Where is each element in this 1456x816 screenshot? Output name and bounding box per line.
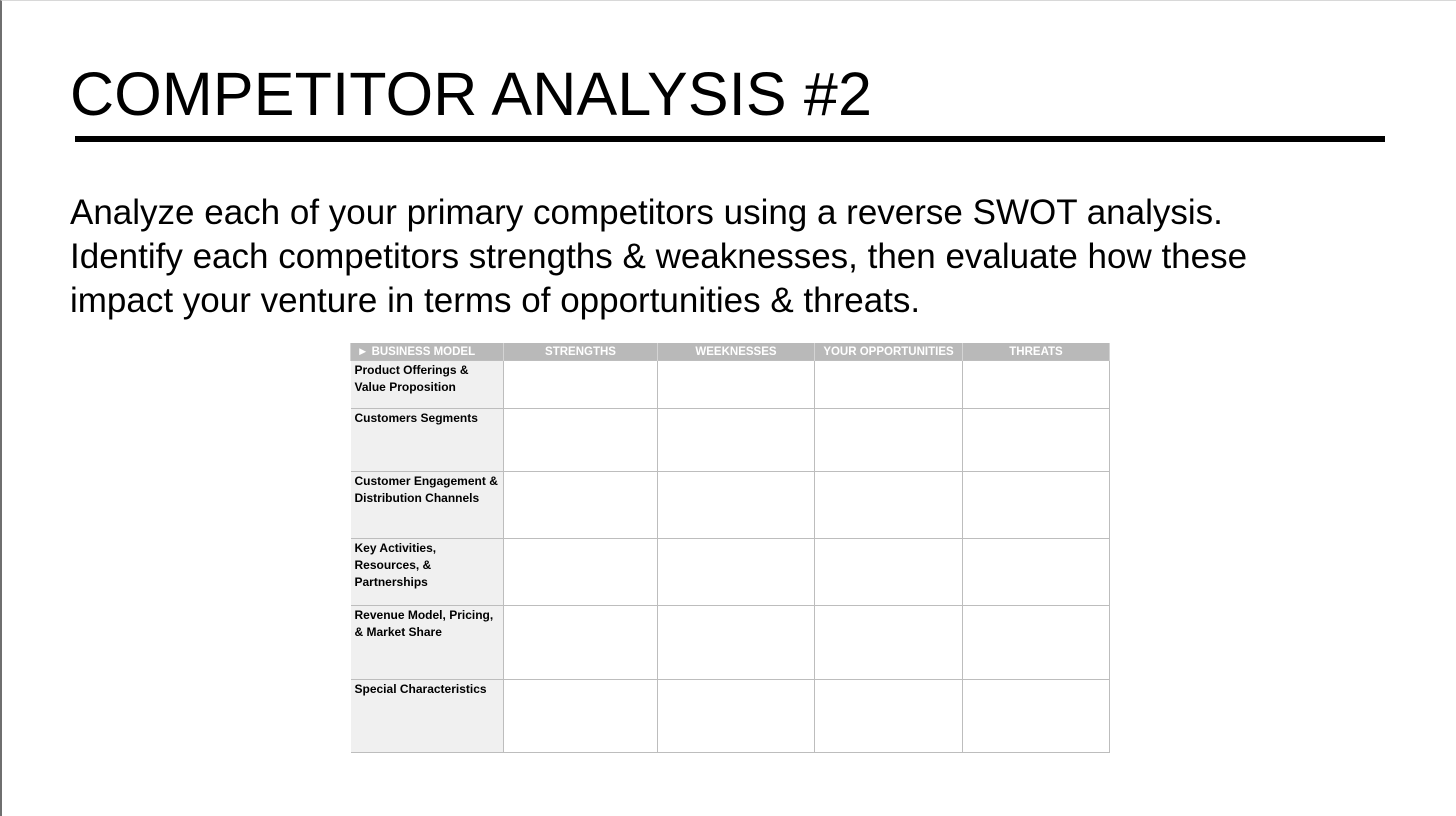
weeknesses-cell[interactable]: [658, 409, 815, 472]
threats-cell[interactable]: [963, 680, 1110, 753]
threats-cell[interactable]: [963, 606, 1110, 680]
intro-line: Identify each competitors strengths & weaknesses, then evaluate how these: [70, 237, 1248, 276]
business-model-swot-table: [350, 343, 1110, 753]
column-header-business-model: ► BUSINESS MODEL: [351, 343, 504, 361]
row-label-special-characteristics: Special Characteristics: [351, 680, 504, 753]
opportunities-cell[interactable]: [815, 409, 963, 472]
opportunities-cell[interactable]: [815, 606, 963, 680]
strengths-cell[interactable]: [504, 606, 658, 680]
row-label-product-offerings: Product Offerings & Value Proposition: [351, 361, 504, 409]
opportunities-cell[interactable]: [815, 472, 963, 539]
opportunities-cell[interactable]: [815, 361, 963, 409]
table-row: [351, 539, 1110, 606]
strengths-cell[interactable]: [504, 680, 658, 753]
row-label-key-activities: Key Activities, Resources, & Partnerships: [351, 539, 504, 606]
threats-cell[interactable]: [963, 539, 1110, 606]
opportunities-cell[interactable]: [815, 539, 963, 606]
threats-cell[interactable]: [963, 472, 1110, 539]
page-title: COMPETITOR ANALYSIS #2: [70, 60, 873, 128]
table-row: [351, 409, 1110, 472]
weeknesses-cell[interactable]: [658, 606, 815, 680]
strengths-cell[interactable]: [504, 409, 658, 472]
row-label-revenue-model: Revenue Model, Pricing, & Market Share: [351, 606, 504, 680]
threats-cell[interactable]: [963, 409, 1110, 472]
table-header-row: [351, 343, 1110, 361]
strengths-cell[interactable]: [504, 361, 658, 409]
weeknesses-cell[interactable]: [658, 539, 815, 606]
row-label-customers-segments: Customers Segments: [351, 409, 504, 472]
column-header-your-opportunities: YOUR OPPORTUNITIES: [815, 343, 963, 361]
opportunities-cell[interactable]: [815, 680, 963, 753]
table-row: [351, 606, 1110, 680]
table-row: [351, 472, 1110, 539]
intro-line: Analyze each of your primary competitors using a reverse SWOT analysis.: [70, 193, 1223, 232]
column-header-strengths: STRENGTHS: [504, 343, 658, 361]
intro-paragraph: [70, 191, 1390, 323]
strengths-cell[interactable]: [504, 472, 658, 539]
threats-cell[interactable]: [963, 361, 1110, 409]
table-row: [351, 680, 1110, 753]
column-header-threats: THREATS: [963, 343, 1110, 361]
intro-line: impact your venture in terms of opportunities & threats.: [70, 281, 921, 320]
title-underline-divider: [75, 136, 1385, 142]
weeknesses-cell[interactable]: [658, 680, 815, 753]
weeknesses-cell[interactable]: [658, 472, 815, 539]
strengths-cell[interactable]: [504, 539, 658, 606]
weeknesses-cell[interactable]: [658, 361, 815, 409]
column-header-weeknesses: WEEKNESSES: [658, 343, 815, 361]
table-row: [351, 361, 1110, 409]
row-label-customer-engagement: Customer Engagement & Distribution Channels: [351, 472, 504, 539]
